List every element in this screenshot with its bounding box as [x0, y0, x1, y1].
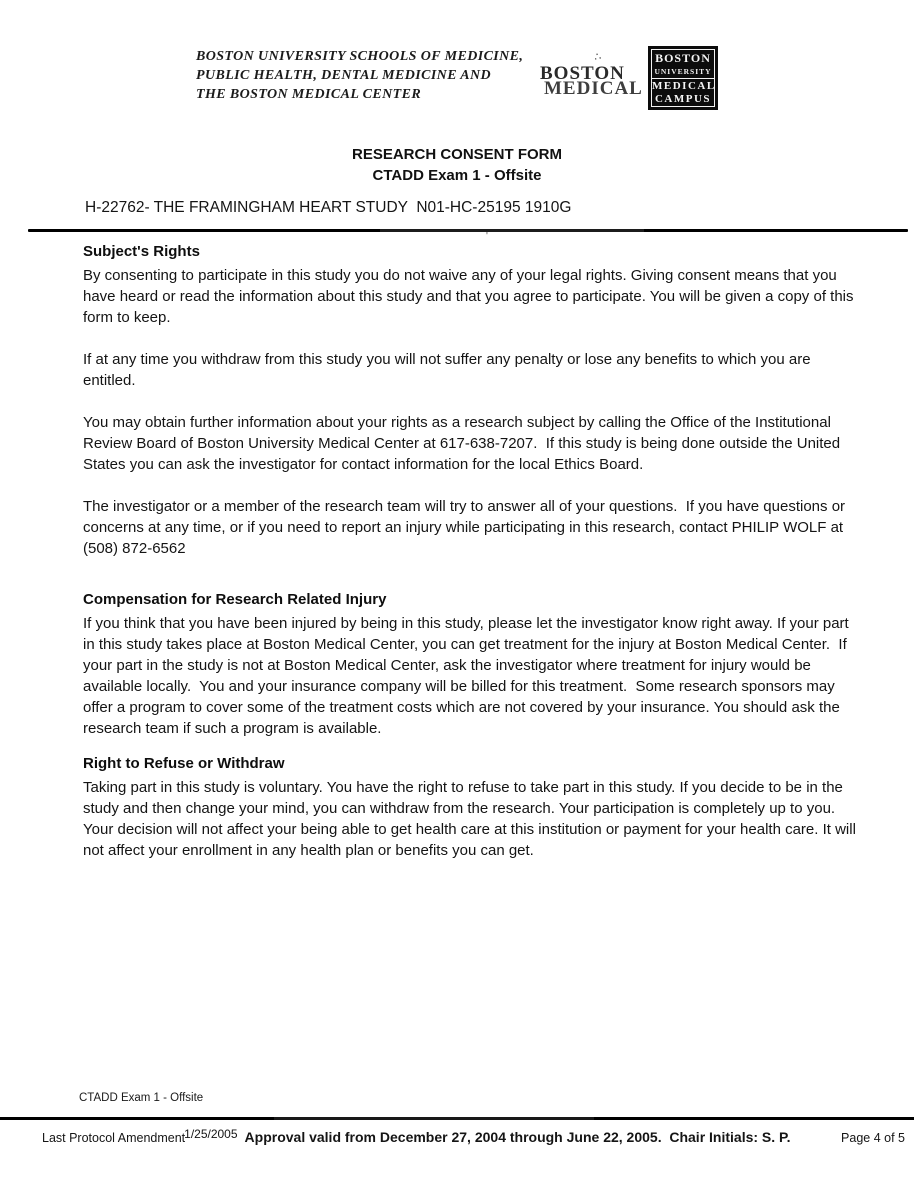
org-line: PUBLIC HEALTH, DENTAL MEDICINE AND: [196, 68, 492, 83]
boston-medical-logo: [540, 63, 643, 99]
amendment-date: 1/25/2005: [184, 1127, 238, 1141]
horizontal-divider: [28, 229, 908, 232]
page-number: Page 4 of 5: [841, 1131, 905, 1145]
footer-doc-label: CTADD Exam 1 - Offsite: [79, 1092, 204, 1104]
sparkle-decoration-icon: ∴: [592, 50, 605, 64]
paragraph: If at any time you withdraw from this study you will not suffer any penalty or lose any benefits to which you are entitled.: [83, 351, 815, 389]
org-line: THE BOSTON MEDICAL CENTER: [196, 87, 422, 102]
logo-text: CAMPUS: [654, 93, 712, 105]
title-line-1: RESEARCH CONSENT FORM: [351, 146, 562, 163]
section-heading-subjects-rights: Subject's Rights: [83, 243, 200, 260]
paragraph: By consenting to participate in this study you do not waive any of your legal rights. Giving consent means that you have heard or read the information about this study and that you agree to participate. You will be given a copy of this form to keep.: [83, 267, 858, 326]
university-header-text: [196, 47, 523, 104]
paragraph: You may obtain further information about your rights as a research subject by calling the Office of the Institutional Review Board of Boston University Medical Center at 617-638-7207. If this study is being done outside the United States you can ask the investigator for contact information for the local Ethics Board.: [83, 414, 845, 473]
logo-text: BOSTON: [655, 51, 711, 65]
boston-medical-logo-line: MEDICAL: [544, 78, 643, 99]
footer-approval-line: [42, 1129, 905, 1145]
title-line-2: CTADD Exam 1 - Offsite: [372, 167, 542, 184]
logo-text: MEDICAL: [652, 80, 716, 92]
consent-body: [83, 241, 861, 882]
bu-medical-campus-logo: [648, 46, 718, 110]
study-identifier: H-22762- THE FRAMINGHAM HEART STUDY N01-HC-25195 1910G: [85, 199, 572, 216]
paragraph: Taking part in this study is voluntary. You have the right to refuse to take part in this study. If you decide to be in the study and then change your mind, you can withdraw from the research. Your participation is completely up to you. Your decision will not affect your being able to get health care at this institution or payment for your health care. It will not affect your enrollment in any health plan or benefits you can get.: [83, 779, 861, 859]
paragraph: If you think that you have been injured by being in this study, please let the investigator know right away. If your part in this study takes place at Boston Medical Center, you can get treatment for the injury at Boston Medical Center. If your part in the study is not at Boston Medical Center, ask the investigator where treatment for injury would be available locally. You and your insurance company will be billed for this treatment. Some research sponsors may offer a program to cover some of the treatment costs which are not covered by your insurance. You should ask the research team if such a program is available.: [83, 615, 853, 737]
amendment-label: Last Protocol Amendment: [42, 1131, 186, 1145]
scan-artifact: ': [486, 231, 488, 242]
document-title: [0, 144, 914, 186]
bu-medical-campus-logo-inner: [651, 49, 715, 107]
org-line: BOSTON UNIVERSITY SCHOOLS OF MEDICINE,: [196, 49, 524, 64]
paragraph: The investigator or a member of the research team will try to answer all of your questions. If you have questions or concerns at any time, or if you need to report an injury while participating in this research, contact PHILIP WOLF at (508) 872-6562: [83, 498, 850, 557]
boston-medical-logo-line: BOSTON: [540, 63, 625, 84]
logo-text: UNIVERSITY: [652, 67, 714, 79]
section-heading-right-to-refuse: Right to Refuse or Withdraw: [83, 755, 285, 772]
footer-divider: [0, 1117, 914, 1120]
approval-text: Approval valid from December 27, 2004 through June 22, 2005. Chair Initials: S. P.: [244, 1129, 791, 1145]
section-heading-compensation: Compensation for Research Related Injury: [83, 591, 387, 608]
